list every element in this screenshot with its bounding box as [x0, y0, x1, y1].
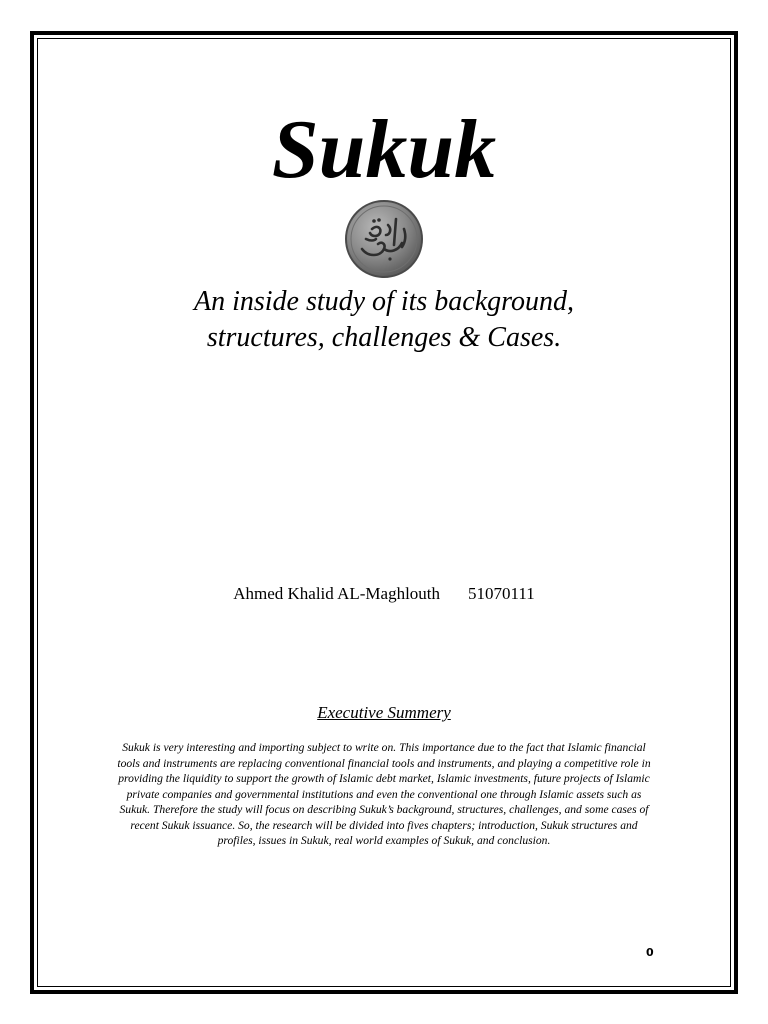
subtitle-line-1: An inside study of its background,: [193, 286, 575, 317]
page-number: 0: [646, 946, 654, 959]
student-id: 51070111: [468, 584, 535, 603]
document-subtitle: [0, 284, 768, 356]
subtitle-line-2: structures, challenges & Cases.: [206, 322, 562, 353]
summary-body: Sukuk is very interesting and importing subject to write on. This importance due to the fact that Islamic financial tools and instruments are replacing conventional financial tools and instruments, and playing a competitive role in providing the liquidity to support the growth of Islamic debt market, Islamic investments, future projects of Islamic private companies and governmental institutions and even the conventional one through Islamic assets such as Sukuk. Therefore the study will focus on describing Sukuk’s background, structures, challenges, and some cases of recent Sukuk issuance. So, the research will be divided into fives chapters; introduction, Sukuk structures and profiles, issues in Sukuk, real world examples of Sukuk, and conclusion.: [117, 741, 651, 847]
author-name: Ahmed Khalid AL-Maghlouth: [233, 584, 441, 603]
summary-heading: Executive Summery: [317, 703, 451, 722]
author-line: [0, 583, 768, 605]
document-title: Sukuk: [271, 103, 497, 196]
arabic-calligraphy-seal-icon: [344, 199, 424, 279]
